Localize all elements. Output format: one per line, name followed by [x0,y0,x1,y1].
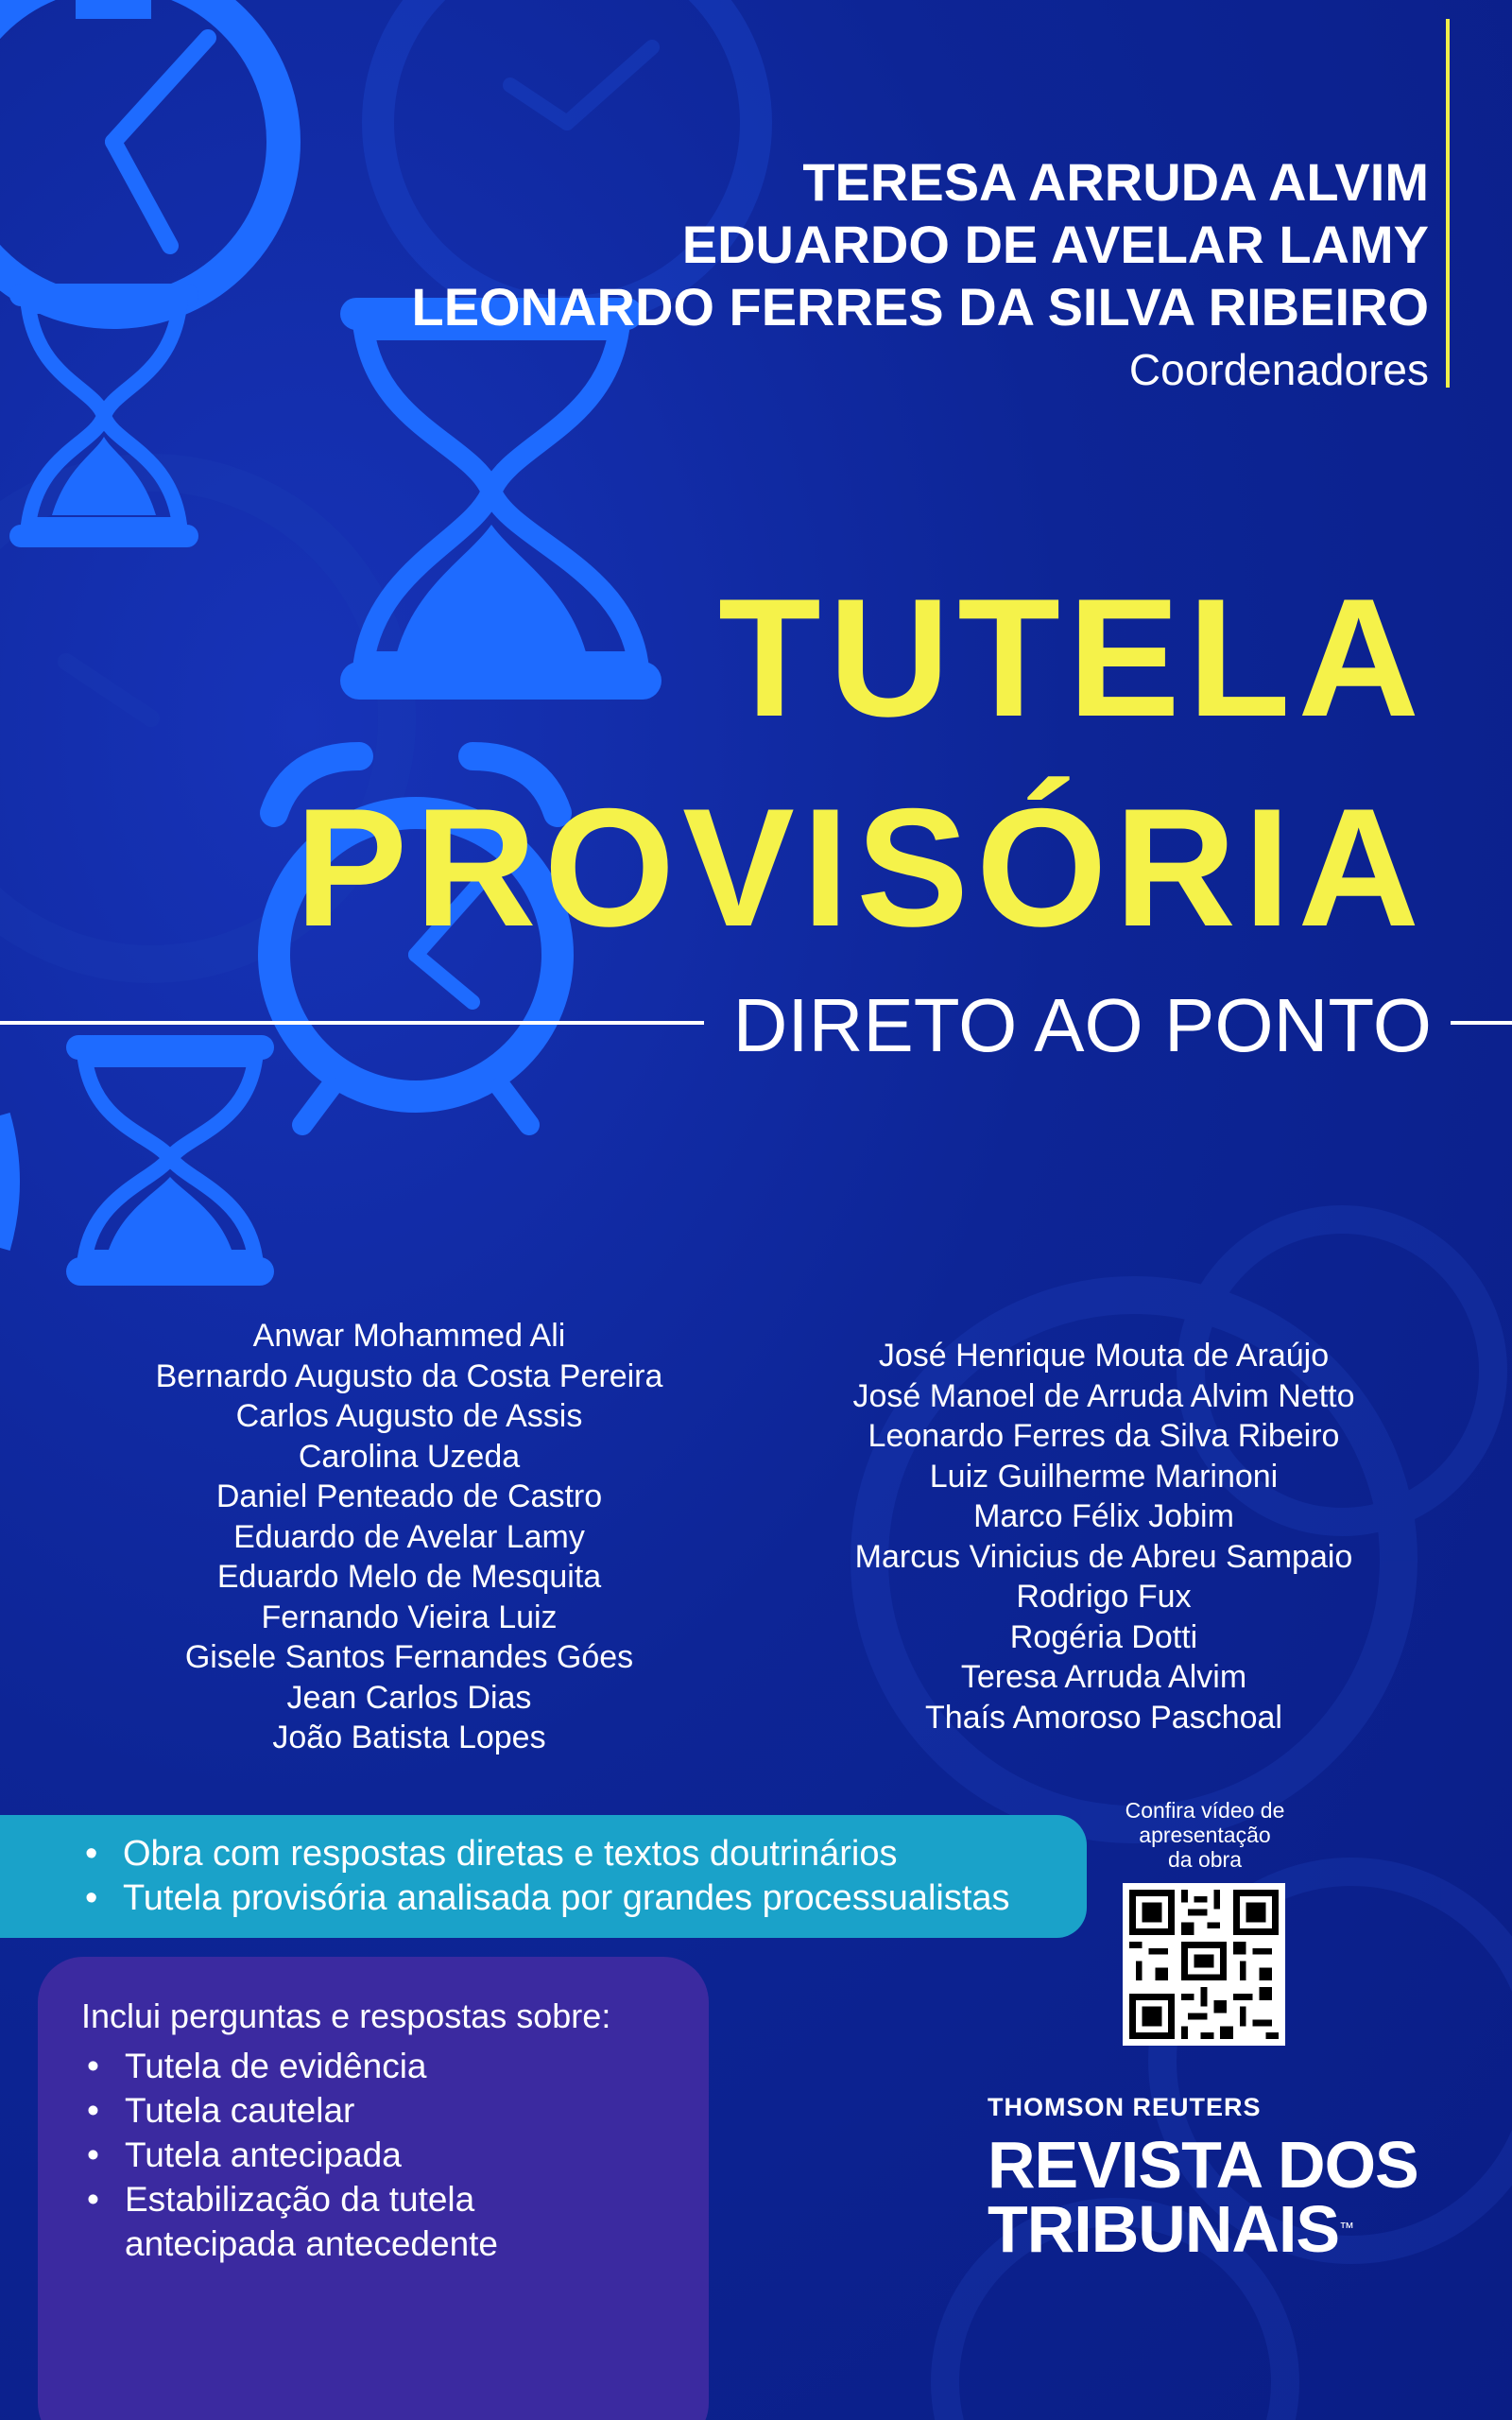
author-name: Eduardo de Avelar Lamy [233,1518,585,1555]
author-name: José Manoel de Arruda Alvim Netto [852,1377,1355,1414]
author-name: Carlos Augusto de Assis [235,1398,583,1434]
author-name: João Batista Lopes [272,1720,546,1755]
author-name: Rodrigo Fux [1016,1579,1192,1615]
author-name: Teresa Arruda Alvim [960,1659,1247,1695]
topics-panel [38,1957,709,2420]
author-name: Marco Félix Jobim [973,1498,1234,1534]
qr-caption-line: da obra [1167,1847,1242,1872]
author-name: Eduardo Melo de Mesquita [216,1559,602,1595]
topic-item: • Tutela de evidência [125,2044,654,2088]
author-name: Gisele Santos Fernandes Góes [184,1639,634,1675]
topic-item: • Tutela cautelar [125,2088,654,2133]
publisher-name [988,2128,1460,2266]
subtitle-row [0,983,1512,1068]
trademark-symbol: ™ [1339,2221,1354,2237]
book-title [295,553,1427,973]
publisher-name-line-2: TRIBUNAIS [988,2192,1340,2266]
coordinator-name: LEONARDO FERRES DA SILVA RIBEIRO [411,277,1429,337]
highlight-item: • Obra com respostas diretas e textos doutrinários [123,1832,1087,1876]
author-name: Leonardo Ferres da Silva Ribeiro [868,1418,1340,1454]
coordinators-block [412,151,1430,401]
author-name: Marcus Vinicius de Abreu Sampaio [854,1538,1353,1575]
alarm-clock-icon [0,0,284,312]
book-subtitle: DIRETO AO PONTO [732,983,1432,1067]
qr-code-icon[interactable] [1123,1883,1285,2046]
subtitle-rule [0,1021,704,1025]
publisher-parent-name: THOMSON REUTERS [988,2093,1262,2121]
publisher-logo [988,2091,1460,2266]
book-title-line-2: PROVISÓRIA [295,773,1427,961]
author-name: Jean Carlos Dias [286,1679,532,1716]
publisher-name-line-1: REVISTA DOS [988,2128,1418,2202]
authors-list-right [820,1336,1387,1737]
author-name: Anwar Mohammed Ali [252,1318,566,1354]
subtitle-rule [1451,1021,1512,1025]
topics-heading: Inclui perguntas e respostas sobre: [81,1996,611,2035]
topics-list [125,2044,654,2266]
author-name: Rogéria Dotti [1009,1618,1198,1655]
clock-fragment-icon [0,1115,9,1248]
author-name: Thaís Amoroso Paschoal [925,1699,1282,1736]
hourglass-icon [66,1035,274,1286]
authors-list-left [113,1316,705,1758]
author-name: Fernando Vieira Luiz [261,1599,558,1635]
qr-caption-line: apresentação [1139,1823,1271,1847]
topic-item: • Estabilização da tutela antecipada antecedente [125,2177,654,2266]
highlight-item: • Tutela provisória analisada por grandes processualistas [123,1876,1087,1921]
topic-item: • Tutela antecipada [125,2133,654,2177]
book-title-line-1: TUTELA [717,563,1427,752]
qr-caption-line: Confira vídeo de [1125,1798,1285,1823]
highlights-band [0,1815,1087,1938]
coordinator-name: TERESA ARRUDA ALVIM [802,152,1429,212]
coordinators-accent-rule [1446,19,1450,388]
author-name: Bernardo Augusto da Costa Pereira [155,1357,663,1394]
highlights-list [0,1815,1087,1921]
coordinators-role-label: Coordenadores [1128,345,1429,394]
author-name: Carolina Uzeda [298,1438,521,1475]
qr-caption [1096,1798,1314,1872]
author-name: Luiz Guilherme Marinoni [929,1458,1279,1495]
coordinator-name: EDUARDO DE AVELAR LAMY [681,215,1429,274]
author-name: José Henrique Mouta de Araújo [878,1338,1330,1374]
author-name: Daniel Penteado de Castro [215,1478,603,1514]
